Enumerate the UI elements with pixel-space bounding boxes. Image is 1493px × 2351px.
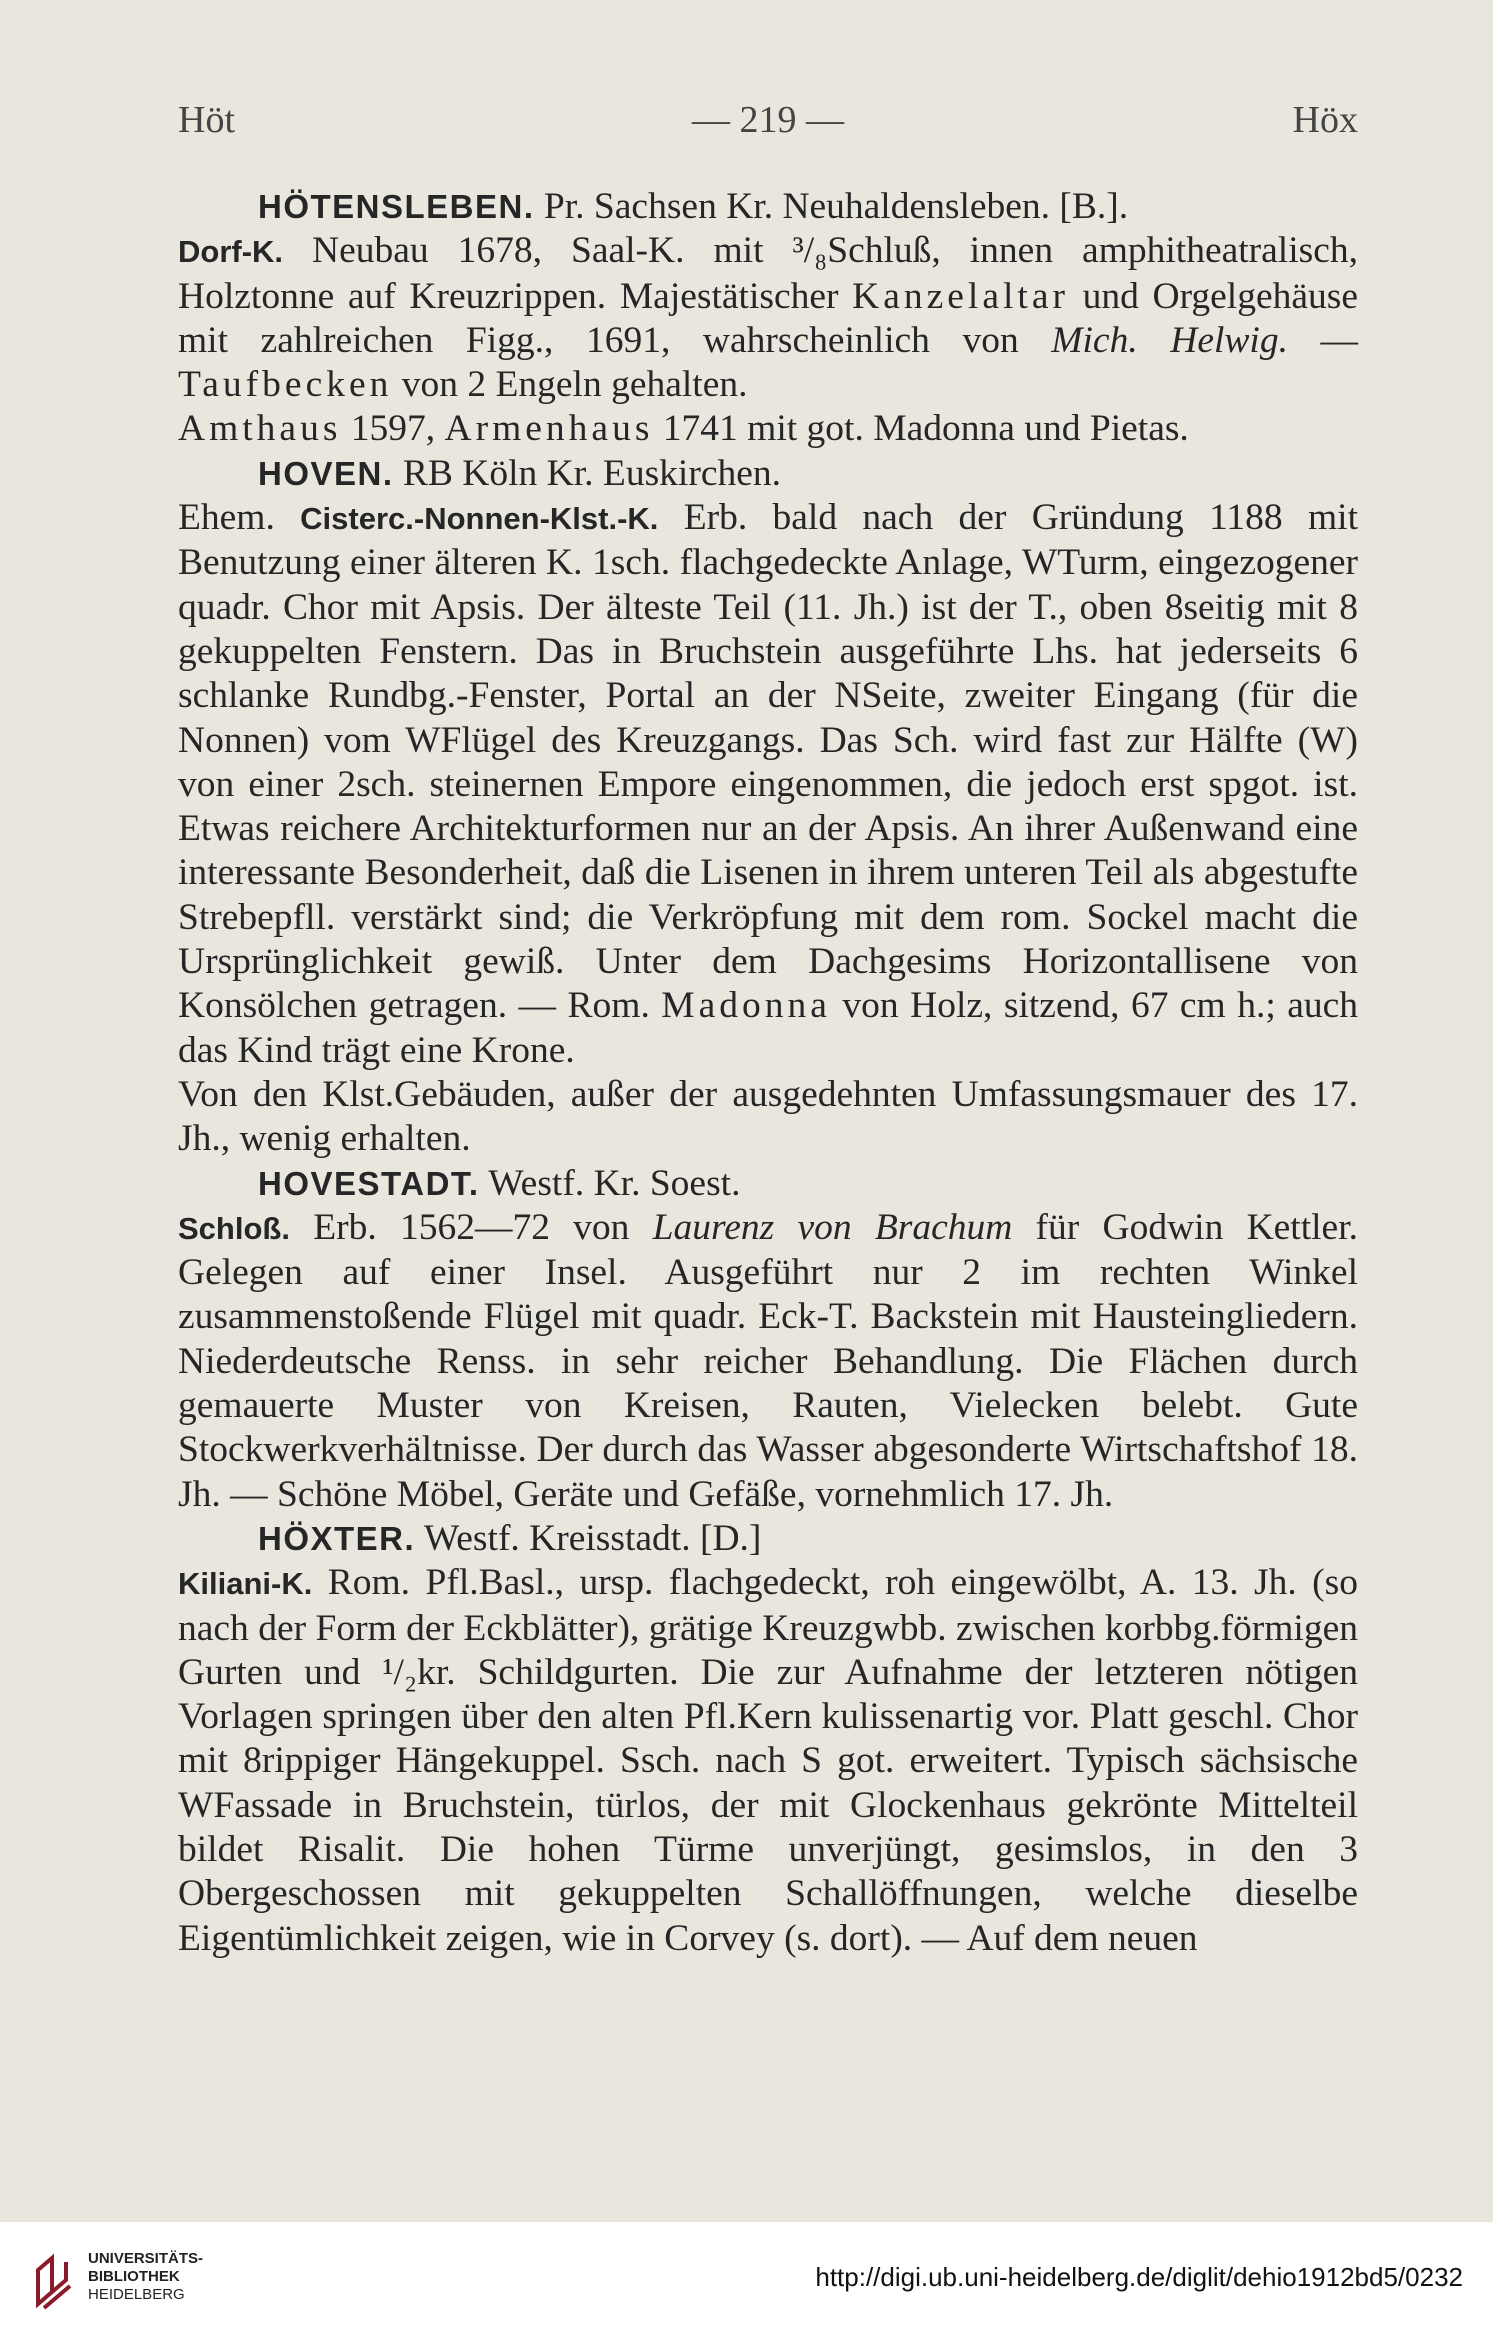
entry-location: RB Köln Kr. Euskirchen. (402, 452, 782, 494)
entry-hoven-body (178, 496, 1358, 1073)
entry-hovestadt-heading (178, 1162, 1358, 1206)
text-run: 1741 mit got. Madonna und Pietas. (653, 408, 1189, 450)
text-run: von 2 Engeln gehalten. (392, 364, 748, 406)
entry-location: Westf. Kr. Soest. (488, 1162, 741, 1204)
library-line: BIBLIOTHEK (88, 2268, 180, 2285)
text-run: Erb. bald nach der Gründung 1188 mit Benutzung einer älteren K. 1sch. flachgedeckte Anlage, WTurm, eingezogener quadr. Chor mit Apsis. Der älteste Teil (11. Jh.) ist der T., oben 8seitig mit 8 gekuppelten Fenstern. Das in Bruchstein ausgeführte Lhs. hat jederseits 6 schlanke Rundbg.-Fenster, Portal an der NSeite, zweiter Eingang (für die Nonnen) vom WFlügel des Kreuzgangs. Das Sch. wird fast zur Hälfte (W) von einer 2sch. steinernen Empore eingenommen, die jedoch erst spgot. ist. Etwas reichere Architekturformen nur an der Apsis. An ihrer Außenwand eine interessante Besonderheit, daß die Lisenen in ihrem unteren Teil als abgestufte Strebepfll. verstärkt sind; die Verkröpfung mit dem rom. Sockel macht die Ursprünglichkeit gewiß. Unter dem Dachgesims Horizontallisene von Konsölchen getragen. — Rom. (178, 497, 1358, 1027)
entry-location: Pr. Sachsen Kr. Neuhaldensleben. [B.]. (543, 186, 1129, 227)
header-right: Höx (1292, 99, 1358, 141)
entry-hoven-klst (178, 1073, 1358, 1162)
fraction: ¹/₂ (382, 1651, 418, 1693)
entry-title: HÖXTER. (258, 1519, 416, 1557)
running-head (178, 98, 1358, 150)
entry-title: HOVESTADT. (258, 1164, 480, 1202)
spaced-term: Amthaus (178, 408, 342, 450)
text-run: und Orgelgehäuse mit zahlreichen Figg., 1691, wahrscheinlich von (178, 275, 1358, 361)
library-logo-icon (30, 2252, 80, 2312)
text-run: Ehem. (178, 497, 301, 539)
section-tag: Kiliani-K. (178, 1566, 313, 1602)
section-tag: Dorf-K. (178, 234, 284, 270)
text-run: kr. Schildgurten. Die zur Aufnahme der letzteren nötigen Vorlagen springen über den alten Pfl.Kern kulissenartig vor. Platt geschl. Chor mit 8rippiger Hängekuppel. Ssch. nach S got. erweitert. Typisch sächsische WFassade in Bruchstein, türlos, der mit Glockenhaus gekrönte Mittelteil bildet Risalit. Die hohen Türme unverjüngt, gesimslos, in den 3 Obergeschossen mit gekuppelten Schallöffnungen, welche dieselbe Eigentümlichkeit zeigen, wie in Corvey (s. dort). — Auf dem neuen (178, 1651, 1358, 1959)
entry-hovestadt-body (178, 1206, 1358, 1517)
library-line: UNIVERSITÄTS- (88, 2250, 204, 2267)
spaced-term: Taufbecken (178, 364, 393, 406)
text-run: Schluß, innen amphitheatralisch, Holztonne auf Kreuzrippen. Majestätischer (178, 230, 1358, 317)
entry-hoetensleben-heading (178, 185, 1358, 229)
entry-hoexter-heading (178, 1517, 1358, 1561)
body-text (178, 185, 1358, 1961)
text-run: Erb. 1562—72 von (289, 1206, 653, 1248)
entry-hoexter-body (178, 1561, 1358, 1961)
viewer-footer (0, 2222, 1493, 2351)
section-tag: Schloß. (178, 1210, 290, 1246)
text-run: — (1287, 319, 1359, 361)
library-name (88, 2250, 203, 2304)
artist-name: Mich. Helwig. (1051, 319, 1288, 361)
text-run: Neubau 1678, Saal-K. mit (312, 230, 793, 272)
fraction: ³/₈ (792, 230, 828, 272)
text-run: Von den Klst.Gebäuden, außer der ausgedehnten Umfassungsmauer des 17. Jh., wenig erhalten. (178, 1073, 1358, 1160)
header-left: Höt (178, 99, 235, 141)
artist-name: Laurenz von Brachum (652, 1206, 1013, 1248)
entry-hoven-heading (178, 452, 1358, 496)
spaced-term: Kanzelaltar (852, 275, 1069, 317)
text-run: für Godwin Kettler. Gelegen auf einer Insel. Ausgeführt nur 2 im rechten Winkel zusammenstoßende Flügel mit quadr. Eck-T. Backstein mit Hausteingliedern. Niederdeutsche Renss. in sehr reicher Behandlung. Die Flächen durch gemauerte Muster von Kreisen, Rauten, Vielecken belebt. Gute Stockwerkverhältnisse. Der durch das Wasser abgesonderte Wirtschaftshof 18. Jh. — Schöne Möbel, Geräte und Gefäße, vornehmlich 17. Jh. (178, 1206, 1358, 1515)
entry-title: HÖTENSLEBEN. (258, 188, 535, 225)
text-run: von Holz, sitzend, 67 cm h.; auch das Kind trägt eine Krone. (178, 985, 1358, 1071)
entry-hoetensleben-amthaus (178, 407, 1358, 451)
library-line: HEIDELBERG (88, 2286, 185, 2303)
section-tag: Cisterc.-Nonnen-Klst.-K. (300, 501, 659, 537)
page-number: — 219 — (692, 99, 844, 141)
text-run: 1597, (341, 408, 445, 450)
entry-title: HOVEN. (258, 454, 394, 492)
entry-location: Westf. Kreisstadt. [D.] (423, 1517, 762, 1559)
entry-hoetensleben-dorfk (178, 229, 1358, 407)
spaced-term: Madonna (661, 985, 831, 1027)
spaced-term: Armenhaus (444, 408, 654, 450)
permalink-url[interactable]: http://digi.ub.uni-heidelberg.de/diglit/dehio1912bd5/0232 (815, 2262, 1463, 2292)
text-run: Rom. Pfl.Basl., ursp. flachgedeckt, roh eingewölbt, A. 13. Jh. (so nach der Form der Eckblätter), grätige Kreuzgwbb. zwischen korbbg.förmigen Gurten und (178, 1562, 1358, 1693)
